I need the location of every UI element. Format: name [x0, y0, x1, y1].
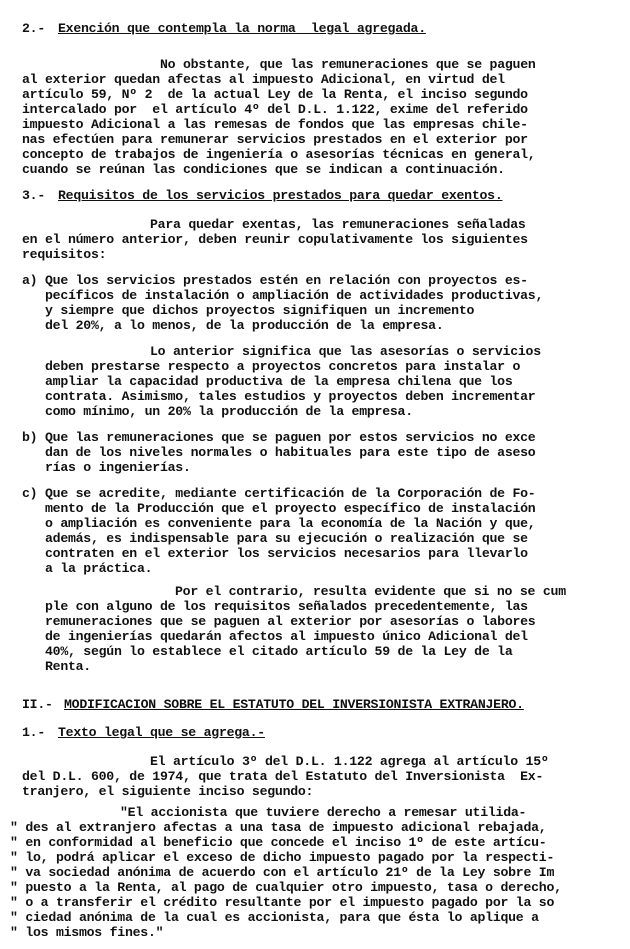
section-2-number: 2.- — [22, 21, 45, 36]
section-3-heading: Requisitos de los servicios prestados para quedar exentos. — [58, 188, 503, 203]
quote-line: " los mismos fines." — [10, 925, 164, 940]
paragraph-line: del D.L. 600, de 1974, que trata del Estatuto del Inversionista Ex- — [22, 769, 544, 784]
requirement-c-line: mento de la Producción que el proyecto específico de instalación — [22, 501, 536, 516]
section-ii-1-number: 1.- — [22, 725, 45, 740]
paragraph-line: al exterior quedan afectas al impuesto Adicional, en virtud del — [22, 72, 505, 87]
paragraph-line: impuesto Adicional a las remesas de fondos que las empresas chile- — [22, 117, 528, 132]
quote-line: "El accionista que tuviere derecho a remesar utilida- — [120, 805, 527, 820]
paragraph-line: Para quedar exentas, las remuneraciones señaladas — [150, 217, 526, 232]
requirement-c-line: además, es indispensable para su ejecución o realización que se — [22, 531, 528, 546]
section-ii-1-heading: Texto legal que se agrega.- — [58, 725, 265, 740]
requirement-c-line: contraten en el exterior los servicios necesarios para llevarlo — [22, 546, 528, 561]
closing-line: ple con alguno de los requisitos señalados precedentemente, las — [22, 599, 528, 614]
section-2-heading: Exención que contempla la norma legal agregada. — [58, 21, 426, 36]
quote-line: " puesto a la Renta, al pago de cualquier otro impuesto, tasa o derecho, — [10, 880, 562, 895]
requirement-a-note-line: deben prestarse respecto a proyectos concretos para instalar o — [22, 359, 521, 374]
requirement-a-line: a) Que los servicios prestados estén en relación con proyectos es- — [22, 273, 528, 288]
quote-line: " en conformidad al beneficio que concede el inciso 1º de este artícu- — [10, 835, 547, 850]
requirement-c-line: c) Que se acredite, mediante certificación de la Corporación de Fo- — [22, 486, 536, 501]
requirement-a-line: del 20%, a lo menos, de la producción de la empresa. — [22, 318, 444, 333]
requirement-a-line: y siempre que dichos proyectos signifiquen un incremento — [22, 303, 475, 318]
quote-line: " o a transferir el crédito resultante por el impuesto pagado por la so — [10, 895, 555, 910]
paragraph-line: requisitos: — [22, 247, 107, 262]
section-ii-heading: MODIFICACION SOBRE EL ESTATUTO DEL INVERSIONISTA EXTRANJERO. — [64, 697, 524, 712]
paragraph-line: artículo 59, Nº 2 de la actual Ley de la Renta, el inciso segundo — [22, 87, 528, 102]
paragraph-line: El artículo 3º del D.L. 1.122 agrega al artículo 15º — [150, 754, 549, 769]
closing-line: Por el contrario, resulta evidente que si no se cum — [175, 584, 566, 599]
requirement-a-note-line: Lo anterior significa que las asesorías o servicios — [150, 344, 541, 359]
requirement-a-note-line: ampliar la capacidad productiva de la empresa chilena que los — [22, 374, 513, 389]
paragraph-line: nas efectúen para remunerar servicios prestados en el exterior por — [22, 132, 528, 147]
closing-line: Renta. — [22, 659, 91, 674]
requirement-b-line: b) Que las remuneraciones que se paguen por estos servicios no exce — [22, 430, 536, 445]
quote-line: " ciedad anónima de la cual es accionista, para que ésta lo aplique a — [10, 910, 539, 925]
requirement-b-line: rías o ingenierías. — [22, 460, 191, 475]
requirement-c-line: a la práctica. — [22, 561, 153, 576]
closing-line: 40%, según lo establece el citado artículo 59 de la Ley de la — [22, 644, 513, 659]
requirement-b-line: dan de los niveles normales o habituales para este tipo de aseso — [22, 445, 536, 460]
paragraph-line: No obstante, que las remuneraciones que se paguen — [160, 57, 536, 72]
paragraph-line: tranjero, el siguiente inciso segundo: — [22, 784, 314, 799]
paragraph-line: cuando se reúnan las condiciones que se indican a continuación. — [22, 162, 505, 177]
paragraph-line: en el número anterior, deben reunir copulativamente los siguientes — [22, 232, 528, 247]
paragraph-line: intercalado por el artículo 4º del D.L. 1.122, exime del referido — [22, 102, 528, 117]
section-ii-number: II.- — [22, 697, 53, 712]
requirement-c-line: o ampliación es conveniente para la economía de la Nación y que, — [22, 516, 536, 531]
requirement-a-note-line: contrata. Asimismo, tales estudios y proyectos deben incrementar — [22, 389, 536, 404]
closing-line: de ingenierías quedarán afectos al impuesto único Adicional del — [22, 629, 528, 644]
requirement-a-note-line: como mínimo, un 20% la producción de la empresa. — [22, 404, 413, 419]
quote-line: " des al extranjero afectas a una tasa de impuesto adicional rebajada, — [10, 820, 547, 835]
requirement-a-line: pecíficos de instalación o ampliación de actividades productivas, — [22, 288, 544, 303]
closing-line: remuneraciones que se paguen al exterior por asesorías o labores — [22, 614, 536, 629]
paragraph-line: concepto de trabajos de ingeniería o asesorías técnicas en general, — [22, 147, 536, 162]
section-3-number: 3.- — [22, 188, 45, 203]
quote-line: " lo, podrá aplicar el exceso de dicho impuesto pagado por la respecti- — [10, 850, 555, 865]
quote-line: " va sociedad anónima de acuerdo con el artículo 21º de la Ley sobre Im — [10, 865, 555, 880]
